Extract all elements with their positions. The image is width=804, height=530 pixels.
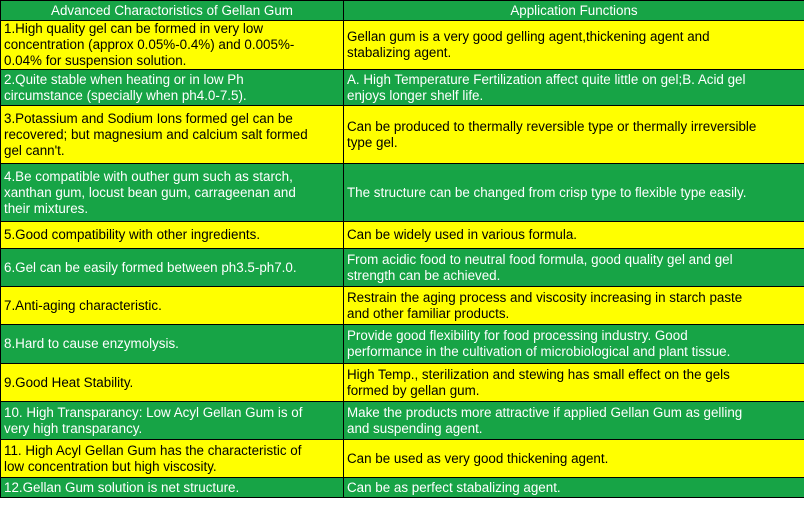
header-row	[1, 1, 804, 21]
function-cell: A. High Temperature Fertilization affect quite little on gel;B. Acid gel enjoys longer shelf life.	[344, 70, 804, 106]
table-row	[1, 478, 804, 498]
table-row	[1, 440, 804, 478]
function-cell: Gellan gum is a very good gelling agent,thickening agent and stabalizing agent.	[344, 21, 804, 70]
table-row	[1, 287, 804, 325]
header-characteristics: Advanced Charactoristics of Gellan Gum	[1, 1, 344, 21]
characteristic-cell: 8.Hard to cause enzymolysis.	[1, 325, 344, 364]
characteristic-cell: 4.Be compatible with outher gum such as starch, xanthan gum, locust bean gum, carrageenan and their mixtures.	[1, 164, 344, 222]
function-cell: Can be produced to thermally reversible type or thermally irreversible type gel.	[344, 106, 804, 164]
table-row	[1, 106, 804, 164]
characteristic-cell: 10. High Transparancy: Low Acyl Gellan Gum is of very high transparancy.	[1, 402, 344, 440]
characteristic-cell: 1.High quality gel can be formed in very low concentration (approx 0.05%-0.4%) and 0.005%- 0.04% for suspension solution.	[1, 21, 344, 70]
table-row	[1, 402, 804, 440]
characteristic-cell: 9.Good Heat Stability.	[1, 364, 344, 402]
function-cell: The structure can be changed from crisp type to flexible type easily.	[344, 164, 804, 222]
characteristic-cell: 7.Anti-aging characteristic.	[1, 287, 344, 325]
table-row	[1, 21, 804, 70]
characteristic-cell: 12.Gellan Gum solution is net structure.	[1, 478, 344, 498]
table-row	[1, 70, 804, 106]
function-cell: Provide good flexibility for food processing industry. Good performance in the cultivation of microbiological and plant tissue.	[344, 325, 804, 364]
function-cell: Can be widely used in various formula.	[344, 222, 804, 249]
function-cell: Can be used as very good thickening agent.	[344, 440, 804, 478]
function-cell: Can be as perfect stabalizing agent.	[344, 478, 804, 498]
characteristic-cell: 6.Gel can be easily formed between ph3.5-ph7.0.	[1, 249, 344, 287]
function-cell: From acidic food to neutral food formula, good quality gel and gel strength can be achieved.	[344, 249, 804, 287]
function-cell: Restrain the aging process and viscosity increasing in starch paste and other familiar products.	[344, 287, 804, 325]
function-cell: Make the products more attractive if applied Gellan Gum as gelling and suspending agent.	[344, 402, 804, 440]
table-row	[1, 249, 804, 287]
characteristic-cell: 11. High Acyl Gellan Gum has the characteristic of low concentration but high viscosity.	[1, 440, 344, 478]
table-row	[1, 222, 804, 249]
table-row	[1, 164, 804, 222]
header-application-functions: Application Functions	[344, 1, 804, 21]
function-cell: High Temp., sterilization and stewing has small effect on the gels formed by gellan gum.	[344, 364, 804, 402]
characteristic-cell: 5.Good compatibility with other ingredients.	[1, 222, 344, 249]
characteristic-cell: 3.Potassium and Sodium Ions formed gel can be recovered; but magnesium and calcium salt formed gel cann't.	[1, 106, 344, 164]
table-row	[1, 364, 804, 402]
table-row	[1, 325, 804, 364]
characteristic-cell: 2.Quite stable when heating or in low Ph circumstance (specially when ph4.0-7.5).	[1, 70, 344, 106]
